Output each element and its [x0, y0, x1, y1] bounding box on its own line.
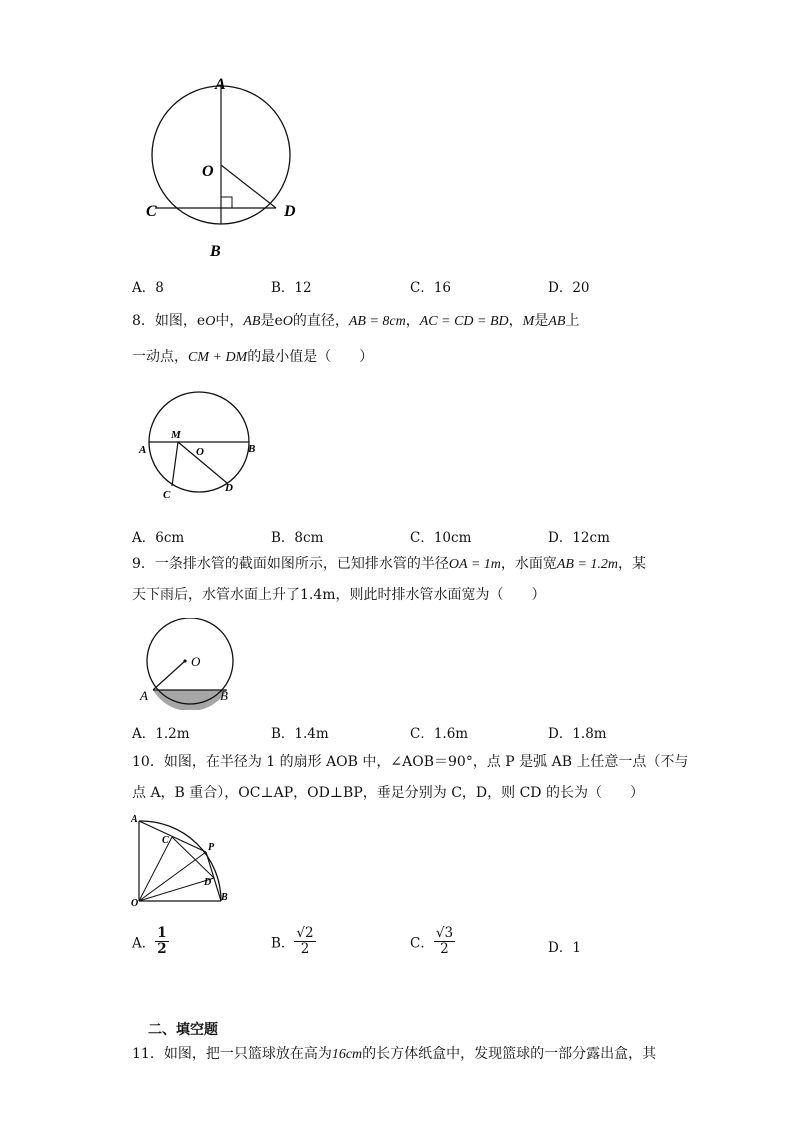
- q9-option-a: A．1.2m: [132, 726, 190, 742]
- q7-option-d: D．20: [548, 280, 590, 296]
- q8-label-c: C: [163, 489, 171, 501]
- q8-label-o: O: [196, 446, 204, 458]
- q8-line2: 一动点，CM + DM的最小值是（ ）: [132, 349, 374, 365]
- q7-option-b: B．12: [271, 280, 312, 296]
- q10-label-p: P: [208, 842, 215, 853]
- q8-option-a: A．6cm: [132, 530, 185, 546]
- q9-line2: 天下雨后，水管水面上升了1.4m，则此时排水管水面宽为（ ）: [132, 587, 546, 603]
- q7-radius-od: [221, 165, 276, 208]
- q7-right-angle-mark: [221, 197, 232, 208]
- q10-option-c: C． $\frac{√3}{2}$: [410, 925, 454, 957]
- q8-line1: 8．如图，eO中，AB是eO的直径，AB = 8cm，AC = CD = BD，M是AB上: [132, 313, 580, 329]
- q7-label-b: B: [210, 243, 221, 260]
- q9-option-c: C．1.6m: [410, 726, 469, 742]
- q9-label-o: O: [191, 654, 201, 669]
- q10-label-c: C: [162, 835, 169, 846]
- q8-circle-figure: [134, 385, 264, 505]
- q7-label-a: A: [215, 76, 226, 93]
- q9-pipe-figure: [134, 618, 244, 710]
- q7-label-o: O: [202, 163, 214, 180]
- q8-label-d: D: [225, 482, 233, 494]
- q7-label-d: D: [284, 203, 296, 220]
- q9-option-b: B．1.4m: [271, 726, 329, 742]
- section-title: 二、填空题: [148, 1022, 218, 1038]
- q10-label-a: A: [131, 814, 138, 825]
- q7-label-c: C: [146, 203, 157, 220]
- q8-option-b: B．8cm: [271, 530, 324, 546]
- q8-segment-mc: [172, 442, 178, 486]
- q11-line1: 11．如图，把一只篮球放在高为16cm的长方体纸盒中，发现篮球的一部分露出盒，其: [132, 1046, 657, 1062]
- q10-option-d: D．1: [548, 940, 581, 956]
- q10-line1: 10．如图，在半径为 1 的扇形 AOB 中，∠AOB＝90°，点 P 是弧 AB 上任意一点（不与: [132, 754, 689, 770]
- q9-option-d: D．1.8m: [548, 726, 607, 742]
- q9-label-b: B: [220, 688, 228, 703]
- q8-arc-expression: AC = CD = BD: [419, 314, 509, 329]
- q9-center-dot: [183, 659, 186, 662]
- q8-label-a: A: [139, 444, 147, 456]
- q10-option-b: B． $\frac{√2}{2}$: [271, 925, 314, 957]
- q10-label-o: O: [131, 898, 139, 908]
- q10-segment-od: [139, 878, 214, 901]
- q8-option-d: D．12cm: [548, 530, 610, 546]
- q8-label-b: B: [248, 443, 256, 455]
- q9-water-segment: [153, 690, 227, 710]
- q10-line2: 点 A，B 重合），OC⊥AP，OD⊥BP，垂足分别为 C，D，则 CD 的长为（ ）: [132, 785, 644, 801]
- q10-option-a: A． $\frac{1}{2}$: [132, 925, 167, 957]
- q10-sector-figure: [128, 808, 240, 908]
- q8-label-m: M: [171, 429, 181, 441]
- q7-option-a: A．8: [132, 280, 164, 296]
- q9-label-a: A: [140, 688, 148, 703]
- q8-option-c: C．10cm: [410, 530, 472, 546]
- q10-chord-ap: [139, 821, 206, 852]
- q10-segment-op: [139, 852, 206, 901]
- q9-line1: 9．一条排水管的截面如图所示，已知排水管的半径OA = 1m，水面宽AB = 1.2m，某: [132, 556, 647, 572]
- q7-option-c: C．16: [410, 280, 452, 296]
- q7-circle-figure: [140, 70, 320, 265]
- q10-label-b: B: [221, 892, 228, 903]
- q9-radius-oa: [153, 661, 185, 690]
- q10-segment-oc: [139, 837, 172, 901]
- q10-label-d: D: [204, 877, 212, 888]
